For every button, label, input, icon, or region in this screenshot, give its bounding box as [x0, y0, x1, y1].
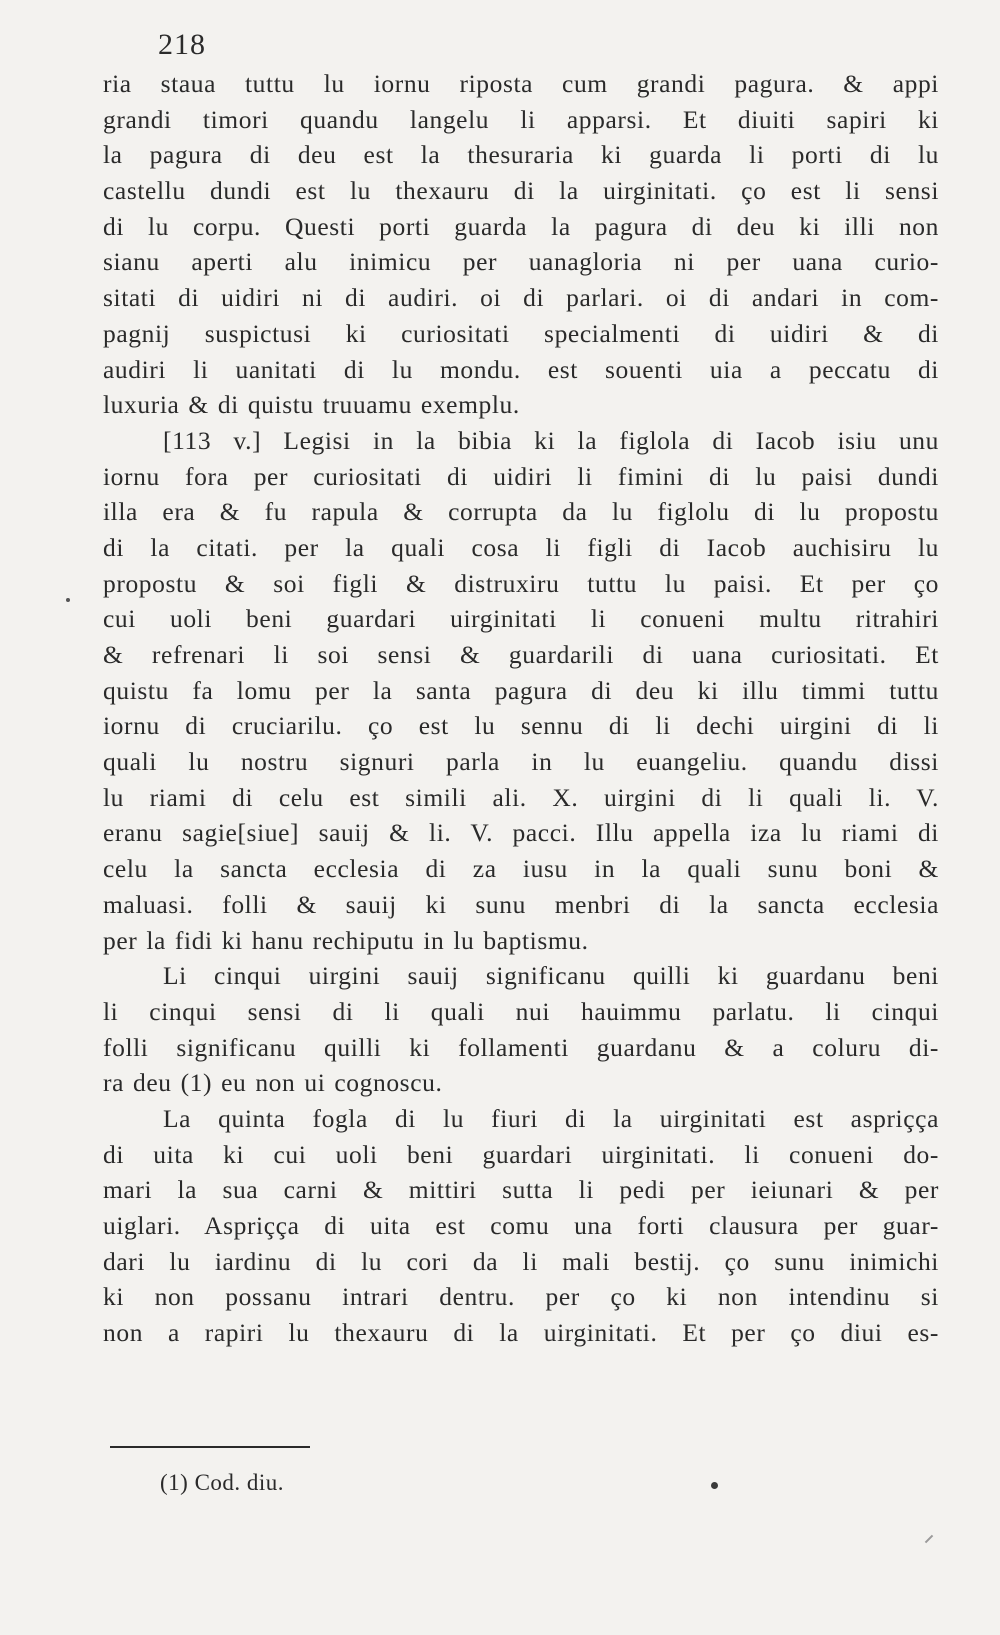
text-line: celu la sancta ecclesia di za iusu in la quali sunu boni &	[103, 854, 939, 884]
text-line: ki non possanu intrari dentru. per ço ki non intendinu si	[103, 1282, 939, 1312]
text-line: folli significanu quilli ki follamenti guardanu & a coluru di-	[103, 1032, 939, 1062]
text-line: iornu di cruciarilu. ço est lu sennu di li dechi uirgini di li	[103, 711, 939, 741]
text-line: di lu corpu. Questi porti guarda la pagura di deu ki illi non	[103, 211, 939, 241]
text-line: di la citati. per la quali cosa li figli di Iacob auchisiru lu	[103, 532, 939, 562]
text-line: per la fidi ki hanu rechiputu in lu baptismu.	[103, 925, 589, 955]
text-line: ra deu (1) eu non ui cognoscu.	[103, 1068, 443, 1098]
footnote-text: (1) Cod. diu.	[160, 1470, 285, 1495]
text-line: luxuria & di quistu truuamu exemplu.	[103, 390, 520, 420]
text-line: Li cinqui uirgini sauij significanu quilli ki guardanu beni	[163, 961, 939, 991]
text-line: eranu sagie[siue] sauij & li. V. pacci. Illu appella iza lu riami di	[103, 818, 939, 848]
text-line: La quinta fogla di lu fiuri di la uirginitati est aspriçça	[163, 1103, 939, 1133]
text-line: maluasi. folli & sauij ki sunu menbri di la sancta ecclesia	[103, 889, 939, 919]
text-line: illa era & fu rapula & corrupta da lu figlolu di lu propostu	[103, 497, 939, 527]
text-line: mari la sua carni & mittiri sutta li pedi per ieiunari & per	[103, 1175, 939, 1205]
text-line: iornu fora per curiositati di uidiri li fimini di lu paisi dundi	[103, 461, 939, 491]
text-line: grandi timori quandu langelu li apparsi. Et diuiti sapiri ki	[103, 104, 939, 134]
text-line: uiglari. Aspriçça di uita est comu una forti clausura per guar-	[103, 1211, 939, 1240]
text-line: quistu fa lomu per la santa pagura di deu ki illu timmi tuttu	[103, 675, 939, 705]
margin-dot-mark	[66, 598, 70, 602]
text-line: audiri li uanitati di lu mondu. est souenti uia a peccatu di	[103, 354, 939, 384]
text-line: propostu & soi figli & distruxiru tuttu lu paisi. Et per ço	[103, 568, 939, 598]
text-line: [113 v.] Legisi in la bibia ki la figlola di Iacob isiu unu	[163, 425, 939, 455]
text-line: la pagura di deu est la thesuraria ki guarda li porti di lu	[103, 140, 939, 170]
text-line: di uita ki cui uoli beni guardari uirginitati. li conueni do-	[103, 1139, 939, 1169]
page-number: 218	[158, 28, 206, 61]
text-line: sianu aperti alu inimicu per uanagloria ni per uana curio-	[103, 247, 939, 277]
text-line: dari lu iardinu di lu cori da li mali bestij. ço sunu inimichi	[103, 1246, 939, 1276]
text-line: cui uoli beni guardari uirginitati li conueni multu ritrahiri	[103, 604, 939, 634]
text-line: quali lu nostru signuri parla in lu euangeliu. quandu dissi	[103, 747, 939, 777]
main-text-block	[103, 66, 939, 1351]
text-line: castellu dundi est lu thexauru di la uirginitati. ço est li sensi	[103, 176, 939, 206]
text-line: ria staua tuttu lu iornu riposta cum grandi pagura. & appi	[103, 69, 939, 98]
text-line: sitati di uidiri ni di audiri. oi di parlari. oi di andari in com-	[103, 283, 939, 313]
text-line: lu riami di celu est simili ali. X. uirgini di li quali li. V.	[103, 782, 939, 812]
text-line: li cinqui sensi di li quali nui hauimmu parlatu. li cinqui	[103, 996, 939, 1026]
text-line: & refrenari li soi sensi & guardarili di uana curiositati. Et	[103, 640, 939, 669]
corner-tick-mark	[925, 1535, 933, 1543]
footnote-separator	[110, 1446, 310, 1448]
text-line: non a rapiri lu thexauru di la uirginitati. Et per ço diui es-	[103, 1318, 939, 1348]
text-line: pagnij suspictusi ki curiositati specialmenti di uidiri & di	[103, 318, 939, 348]
bullet-dot-mark	[711, 1482, 718, 1489]
